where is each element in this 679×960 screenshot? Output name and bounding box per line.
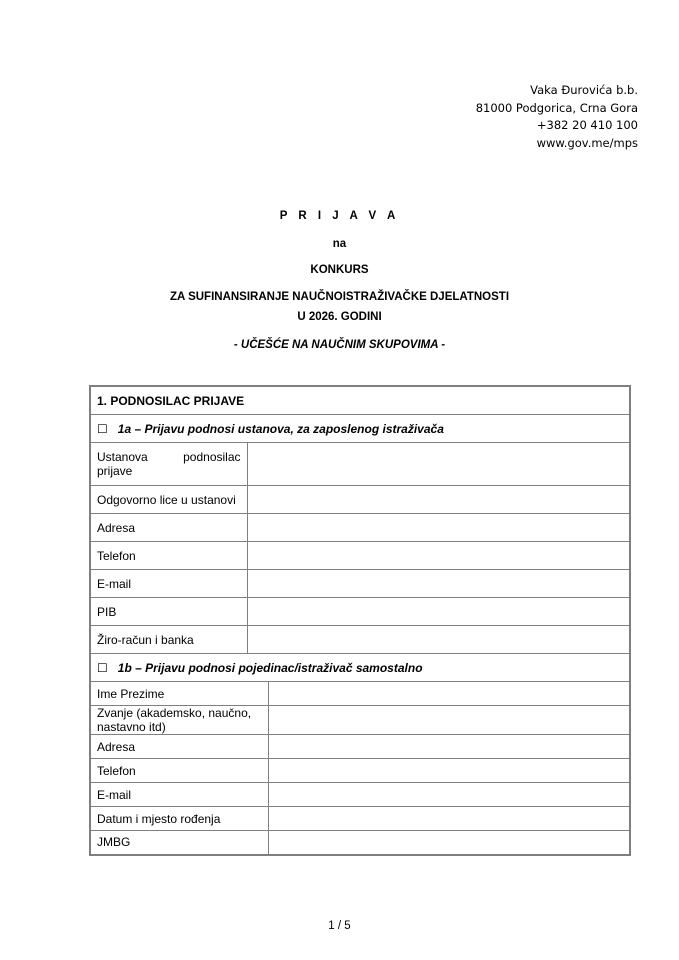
field-label-bank-account: Žiro-račun i banka: [90, 626, 247, 654]
field-input-title[interactable]: [268, 706, 630, 735]
field-input-institution[interactable]: [247, 443, 630, 486]
option-1b-label: 1b – Prijavu podnosi pojedinac/istraživač samostalno: [117, 660, 423, 675]
field-label-address: Adresa: [90, 735, 268, 759]
address-city: 81000 Podgorica, Crna Gora: [475, 100, 638, 115]
title-year: U 2026. GODINI: [297, 311, 382, 323]
field-label-phone: Telefon: [90, 759, 268, 783]
applicant-form-table: [89, 385, 631, 856]
address-street: Vaka Đurovića b.b.: [530, 83, 638, 97]
title-konkurs: KONKURS: [310, 264, 369, 276]
field-label-pib: PIB: [90, 598, 247, 626]
address-phone: +382 20 410 100: [536, 118, 638, 132]
field-label-institution-address: Adresa: [90, 514, 247, 542]
address-website: www.gov.me/mps: [536, 135, 638, 150]
field-label-responsible-person: Odgovorno lice u ustanovi: [90, 486, 247, 514]
field-input-institution-email[interactable]: [247, 570, 630, 598]
field-label-jmbg: JMBG: [90, 831, 268, 855]
field-input-address[interactable]: [268, 735, 630, 759]
field-input-bank-account[interactable]: [247, 626, 630, 654]
title-purpose: ZA SUFINANSIRANJE NAUČNOISTRAŽIVAČKE DJELATNOSTI: [169, 291, 510, 303]
field-input-email[interactable]: [268, 783, 630, 807]
field-label-full-name: Ime Prezime: [90, 682, 268, 706]
title-prijava: P R I J A V A: [279, 210, 400, 222]
field-input-jmbg[interactable]: [268, 831, 630, 855]
field-label-institution: Ustanova podnosilac prijave: [90, 443, 247, 486]
option-1a-row: [90, 415, 630, 443]
title-na: na: [332, 238, 347, 250]
field-label-institution-email: E-mail: [90, 570, 247, 598]
ministry-address: [476, 82, 638, 152]
option-1b-row: [90, 654, 630, 682]
field-label-institution-phone: Telefon: [90, 542, 247, 570]
field-label-birth: Datum i mjesto rođenja: [90, 807, 268, 831]
option-1a-checkbox[interactable]: ☐: [97, 421, 108, 436]
field-input-full-name[interactable]: [268, 682, 630, 706]
field-input-birth[interactable]: [268, 807, 630, 831]
field-input-institution-phone[interactable]: [247, 542, 630, 570]
field-input-institution-address[interactable]: [247, 514, 630, 542]
page-number: 1 / 5: [328, 920, 351, 932]
title-subtitle: - UČEŠĆE NA NAUČNIM SKUPOVIMA -: [233, 339, 446, 351]
option-1b-checkbox[interactable]: ☐: [97, 660, 108, 675]
field-label-email: E-mail: [90, 783, 268, 807]
field-label-title: Zvanje (akademsko, naučno, nastavno itd): [90, 706, 268, 735]
field-input-pib[interactable]: [247, 598, 630, 626]
option-1a-label: 1a – Prijavu podnosi ustanova, za zaposlenog istraživača: [117, 421, 444, 436]
field-input-responsible-person[interactable]: [247, 486, 630, 514]
field-input-phone[interactable]: [268, 759, 630, 783]
section-applicant-heading: 1. PODNOSILAC PRIJAVE: [90, 386, 630, 415]
